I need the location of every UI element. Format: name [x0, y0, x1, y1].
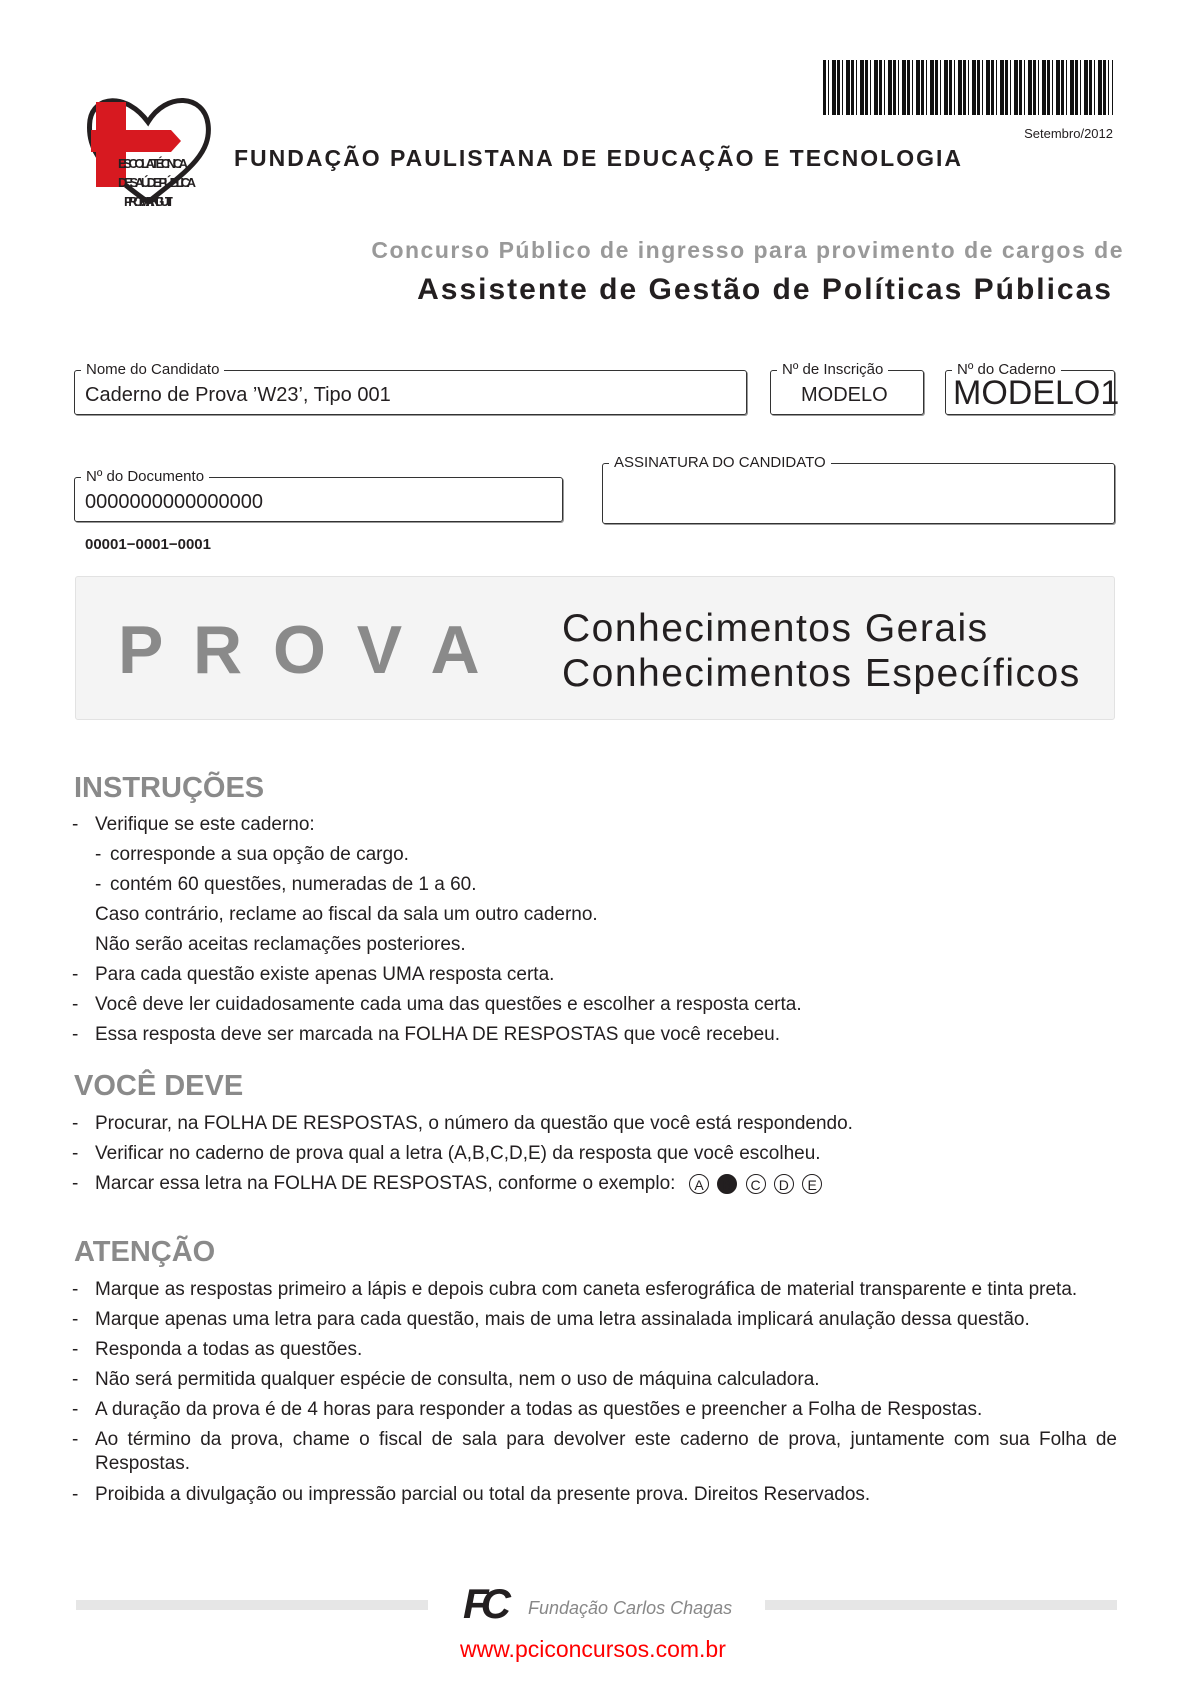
- instructions-heading: INSTRUÇÕES: [74, 772, 265, 804]
- attention-heading: ATENÇÃO: [74, 1236, 216, 1268]
- source-url[interactable]: www.pciconcursos.com.br: [460, 1636, 726, 1662]
- school-logo: [86, 92, 216, 217]
- list-item: - corresponde a sua opção de cargo.: [95, 844, 409, 865]
- registration-number-label: Nº de Inscrição: [777, 361, 888, 379]
- answer-bubble-b-filled: B: [717, 1174, 737, 1194]
- booklet-number-field[interactable]: [945, 361, 1120, 415]
- footer-rule-right: [765, 1600, 1117, 1610]
- svg-text:ESCOLA TÉCNICA: ESCOLA TÉCNICA: [118, 156, 188, 171]
- list-item: - A duração da prova é de 4 horas para responder a todas as questões e preencher a Folha de Respostas.: [72, 1399, 983, 1420]
- signature-field[interactable]: [602, 454, 1115, 524]
- exam-banner-title: P R O V A: [118, 612, 486, 688]
- answer-bubble-d: D: [774, 1174, 794, 1194]
- list-item: - Marque apenas uma letra para cada questão, mais de uma letra assinalada implicará anulação dessa questão.: [72, 1309, 1030, 1330]
- registration-number-field[interactable]: [770, 361, 924, 415]
- list-item: - Ao término da prova, chame o fiscal de sala para devolver este caderno de prova, juntamente com sua Folha de Respostas.: [72, 1429, 1117, 1474]
- organization-title: FUNDAÇÃO PAULISTANA DE EDUCAÇÃO E TECNOLOGIA: [234, 145, 964, 171]
- list-item: Caso contrário, reclame ao fiscal da sala um outro caderno.: [95, 904, 598, 925]
- registration-number-value: MODELO: [801, 384, 888, 406]
- list-item: Não serão aceitas reclamações posteriores.: [95, 934, 466, 955]
- list-item: - Você deve ler cuidadosamente cada uma das questões e escolher a resposta certa.: [72, 994, 802, 1015]
- document-number-field[interactable]: [74, 468, 563, 522]
- list-item: - Procurar, na FOLHA DE RESPOSTAS, o número da questão que você está respondendo.: [72, 1113, 853, 1134]
- fcc-logo-mark: FC: [463, 1580, 503, 1627]
- list-item: - contém 60 questões, numeradas de 1 a 60.: [95, 874, 477, 895]
- booklet-number-label: Nº do Caderno: [952, 361, 1061, 379]
- heart-cross-logo-icon: [86, 92, 216, 217]
- list-item: - Proibida a divulgação ou impressão parcial ou total da presente prova. Direitos Reservados.: [72, 1484, 871, 1505]
- barcode: [823, 60, 1113, 115]
- document-number-value: 0000000000000000: [85, 491, 263, 513]
- svg-text:PROF. MAKIGUTI: PROF. MAKIGUTI: [124, 194, 173, 209]
- list-item: - Verifique se este caderno:: [72, 814, 315, 835]
- list-item: - Verificar no caderno de prova qual a letra (A,B,C,D,E) da resposta que você escolheu.: [72, 1143, 821, 1164]
- list-item: - Responda a todas as questões.: [72, 1339, 363, 1360]
- date: Setembro/2012: [1024, 126, 1113, 141]
- exam-subject-general: Conhecimentos Gerais: [562, 607, 989, 650]
- signature-label: ASSINATURA DO CANDIDATO: [609, 454, 831, 472]
- svg-text:DE SAÚDE PÚBLICA: DE SAÚDE PÚBLICA: [118, 175, 196, 190]
- answer-bubble-c: C: [746, 1174, 766, 1194]
- you-must-heading: VOCÊ DEVE: [74, 1070, 244, 1102]
- list-item: - Não será permitida qualquer espécie de consulta, nem o uso de máquina calculadora.: [72, 1369, 820, 1390]
- candidate-name-label: Nome do Candidato: [81, 361, 224, 379]
- document-code: 00001−0001−0001: [85, 536, 211, 553]
- document-number-label: Nº do Documento: [81, 468, 209, 486]
- exam-subtitle: Concurso Público de ingresso para provimento de cargos de: [371, 237, 1124, 263]
- candidate-name-field[interactable]: [74, 361, 747, 415]
- list-item: - Essa resposta deve ser marcada na FOLHA DE RESPOSTAS que você recebeu.: [72, 1024, 781, 1045]
- exam-subject-specific: Conhecimentos Específicos: [562, 652, 1081, 695]
- exam-banner: [75, 576, 1115, 720]
- list-item: - Marcar essa letra na FOLHA DE RESPOSTAS, conforme o exemplo: A B C D E: [72, 1172, 1117, 1196]
- booklet-number-value: MODELO1: [953, 374, 1120, 412]
- position-title: Assistente de Gestão de Políticas Públicas: [417, 273, 1113, 306]
- list-item: - Para cada questão existe apenas UMA resposta certa.: [72, 964, 555, 985]
- answer-bubble-a: A: [689, 1174, 709, 1194]
- list-item: - Marque as respostas primeiro a lápis e depois cubra com caneta esferográfica de material transparente e tinta preta.: [72, 1279, 1078, 1300]
- answer-bubble-e: E: [802, 1174, 822, 1194]
- footer-rule-left: [76, 1600, 428, 1610]
- candidate-name-value: Caderno de Prova ’W23’, Tipo 001: [85, 384, 391, 406]
- fcc-name: Fundação Carlos Chagas: [528, 1598, 733, 1618]
